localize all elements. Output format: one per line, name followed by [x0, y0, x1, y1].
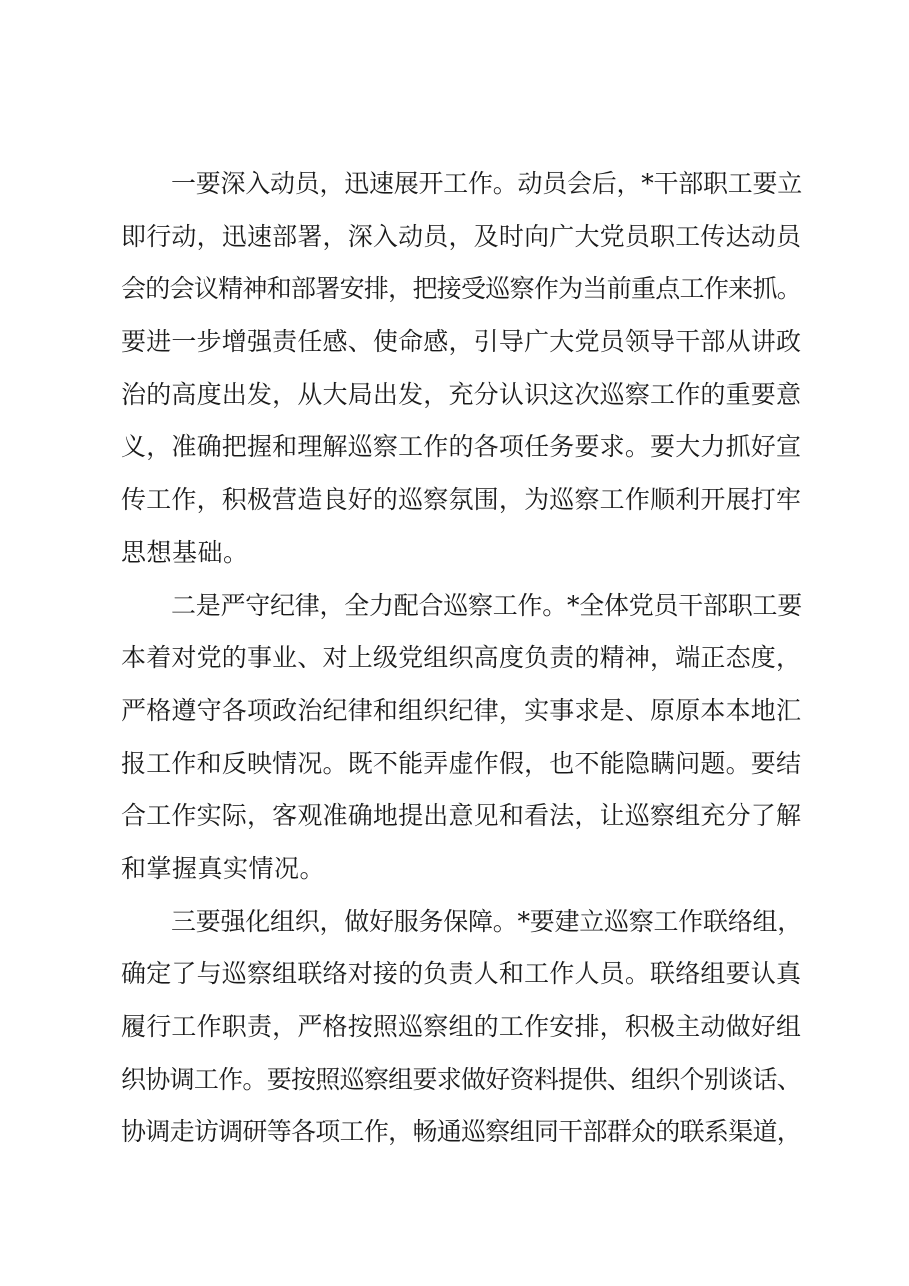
paragraph-2-line-2: 本着对党的事业、对上级党组织高度负责的精神，端正态度，	[121, 643, 801, 672]
paragraph-2-line-5: 合工作实际，客观准确地提出意见和看法，让巡察组充分了解	[121, 801, 801, 830]
paragraph-2-line-4: 报工作和反映情况。既不能弄虚作假，也不能隐瞒问题。要结	[121, 749, 801, 778]
paragraph-3-line-5: 协调走访调研等各项工作，畅通巡察组同干部群众的联系渠道，	[121, 1117, 801, 1146]
paragraph-1-line-7: 传工作，积极营造良好的巡察氛围，为巡察工作顺利开展打牢	[121, 485, 801, 514]
paragraph-1-line-6: 义，准确把握和理解巡察工作的各项任务要求。要大力抓好宣	[121, 432, 801, 461]
paragraph-1-line-4: 要进一步增强责任感、使命感，引导广大党员领导干部从讲政	[121, 327, 801, 356]
paragraph-3-line-3: 履行工作职责，严格按照巡察组的工作安排，积极主动做好组	[121, 1012, 801, 1041]
paragraph-1-line-5: 治的高度出发，从大局出发，充分认识这次巡察工作的重要意	[121, 380, 801, 409]
paragraph-2-line-1: 二是严守纪律，全力配合巡察工作。*全体党员干部职工要	[171, 591, 803, 620]
paragraph-1-line-2: 即行动，迅速部署，深入动员，及时向广大党员职工传达动员	[121, 222, 801, 251]
paragraph-3-line-2: 确定了与巡察组联络对接的负责人和工作人员。联络组要认真	[121, 959, 801, 988]
paragraph-3-line-1: 三要强化组织，做好服务保障。*要建立巡察工作联络组，	[171, 907, 803, 936]
paragraph-2-line-3: 严格遵守各项政治纪律和组织纪律，实事求是、原原本本地汇	[121, 696, 801, 725]
paragraph-1-line-3: 会的会议精神和部署安排，把接受巡察作为当前重点工作来抓。	[121, 274, 801, 303]
paragraph-3-line-4: 织协调工作。要按照巡察组要求做好资料提供、组织个别谈话、	[121, 1065, 801, 1094]
paragraph-1-line-1: 一要深入动员，迅速展开工作。动员会后，*干部职工要立	[171, 169, 803, 198]
paragraph-1-line-8: 思想基础。	[121, 538, 249, 567]
paragraph-2-line-6: 和掌握真实情况。	[121, 854, 326, 883]
